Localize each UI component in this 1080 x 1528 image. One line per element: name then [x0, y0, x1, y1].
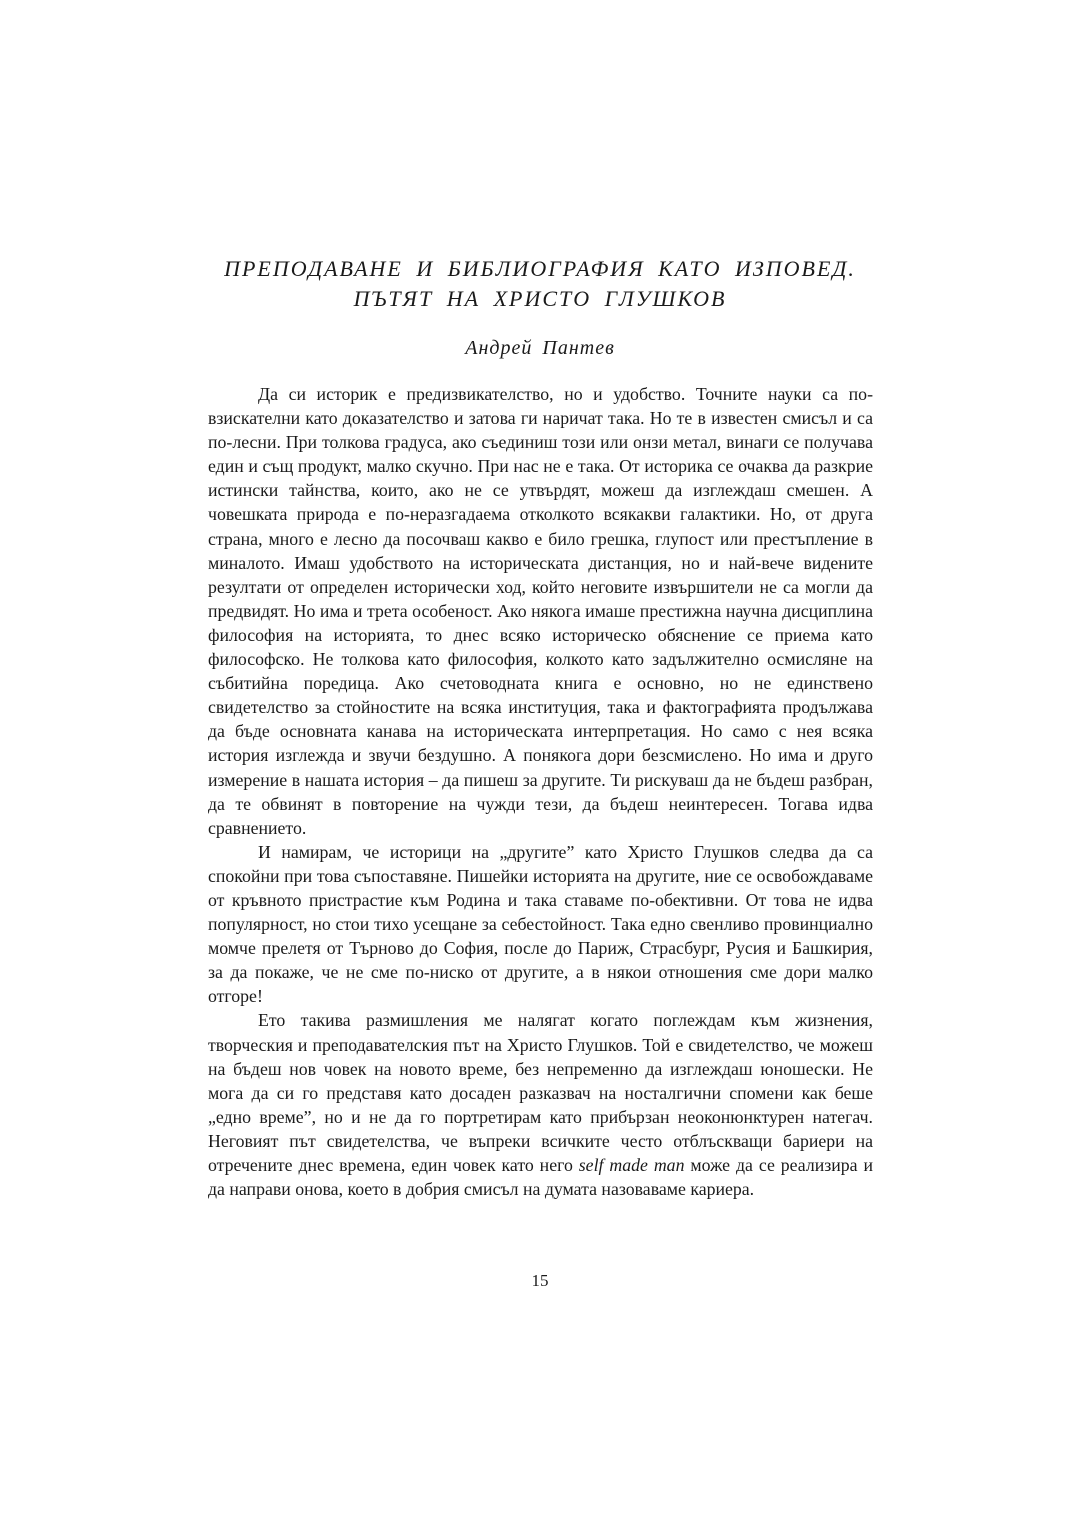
- title-line-2: ПЪТЯТ НА ХРИСТО ГЛУШКОВ: [353, 286, 727, 311]
- paragraph-text: И намирам, че историци на „другите” като Христо Глушков следва да са спокойни при това съпоставяне. Пишейки историята на другите, ние се освобождаваме от кръвното пристрастие към Родина и така ставаме по-обективни. От това не идва популярност, но стои тихо усещане за себестойност. Така едно свенливо провинциално момче прелетя от Търново до София, после до Париж, Страсбург, Русия и Башкирия, за да покаже, че не сме по-ниско от другите, а в някои отношения сме дори малко отгоре!: [208, 841, 873, 1007]
- paragraph: Да си историк е предизвикателство, но и удобство. Точните науки са по-взискателни като доказателство и затова ги наричат така. Но те в известен смисъл и са по-лесни. При толкова градуса, ако съединиш този или онзи метал, винаги се получава един и същ продукт, малко скучно. При нас не е така. От историка се очаква да разкрие истински тайнства, които, ако не се утвърдят, можеш да изглеждаш смешен. А човешката природа е по-неразгадаема отколкото всякакви галактики. Но, от друга страна, много е лесно да посочваш какво е било грешка, глупост или престъпление в миналото. Имаш удобството на историческата дистанция, но и най-вече видените резултати от определен исторически ход, който неговите извършители не са могли да предвидят. Но има и трета особеност. Ако някога имаше престижна научна дисциплина философия на историята, то днес всяко историческо обяснение се приема като философско. Не толкова като философия, колкото като задължително осмисляне на събитийна поредица. Ако счетоводната книга е основно, но не единствено свидетелство за стойностите на всяка институция, така и фактографията продължава да бъде основната канава на историческата интерпретация. Но само с нея всяка история изглежда и звучи бездушно. А понякога дори безсмислено. Но има и друго измерение в нашата история – да пишеш за другите. Ти рискуваш да не бъдеш разбран, да те обвинят в повторение на чужди тези, да бъдеш неинтересен. Тогава идва сравнението.: [208, 384, 873, 838]
- article-body: [208, 382, 873, 1201]
- paragraph: [208, 1008, 873, 1201]
- paragraph-text: може да се реализира и да направи онова, което в добрия смисъл на думата назоваваме кариера.: [208, 1155, 873, 1200]
- italic-phrase: self made man: [578, 1155, 685, 1175]
- paragraph-text: Ето такива размишления ме налягат когато поглеждам към жизнения, творческия и преподавателския път на Христо Глушков. Той е свидетелство, че можеш на бъдеш нов човек на новото време, без непременно да изглеждаш юношески. Не мога да си го представя като досаден разказвач на носталгични спомени как беше „едно време”, но и не да го портретирам като прибързан неоконюнктурен натегач. Неговият път свидетелства, че въпреки всичките често отблъскващи бариери на отречените днес времена, един човек като него: [208, 1010, 873, 1175]
- page-number: 15: [531, 1271, 549, 1290]
- article-author: Андрей Пантев: [465, 337, 615, 359]
- paragraph: [208, 840, 873, 1009]
- article-title: [200, 254, 880, 314]
- title-line-1: ПРЕПОДАВАНЕ И БИБЛИОГРАФИЯ КАТО ИЗПОВЕД.: [224, 256, 856, 281]
